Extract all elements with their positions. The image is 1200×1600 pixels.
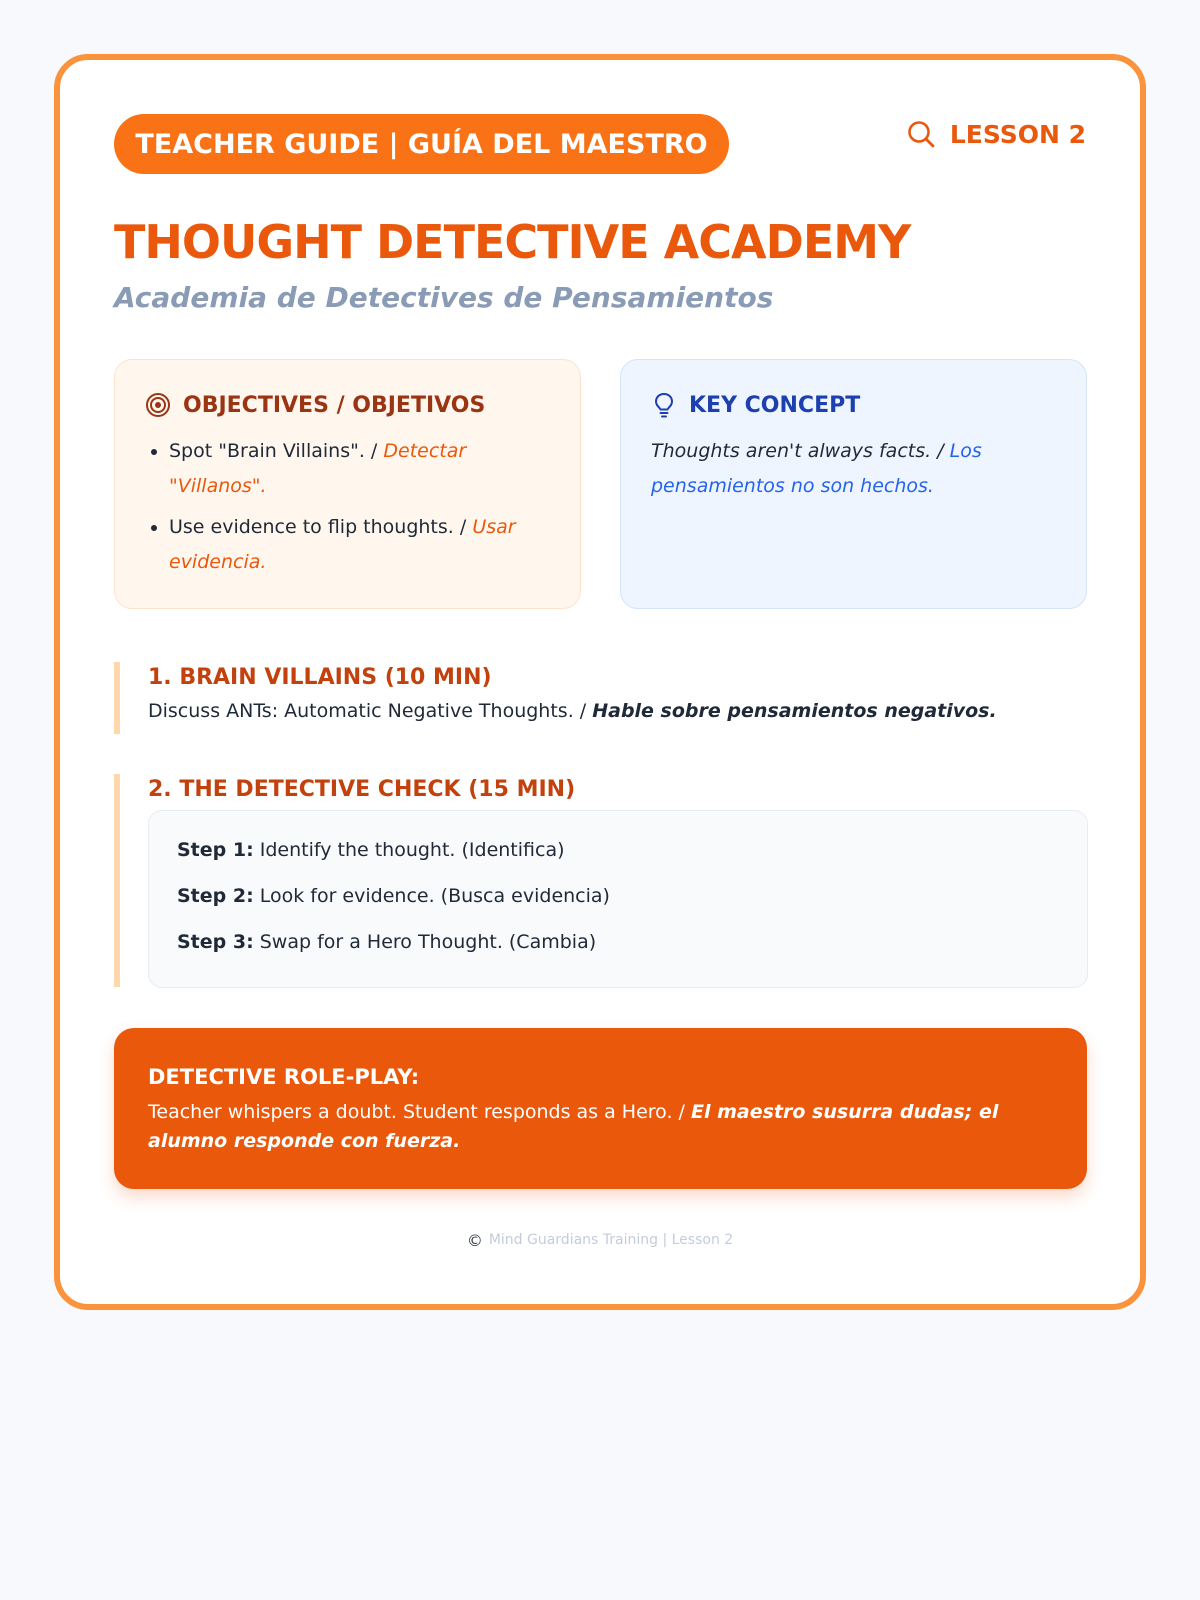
step-item (177, 881, 1087, 927)
section-detective-check (114, 774, 1088, 987)
objectives-box (114, 359, 581, 609)
key-concept-box (620, 359, 1087, 609)
step-label: Step 1: (177, 839, 254, 861)
roleplay-box (114, 1028, 1087, 1189)
key-concept-es: Los pensamientos no son hechos. (651, 440, 982, 497)
objectives-list (145, 434, 552, 580)
objectives-heading-label: OBJECTIVES / OBJETIVOS (183, 392, 486, 418)
section-title: 2. THE DETECTIVE CHECK (15 MIN) (148, 777, 576, 802)
objective-item (169, 510, 552, 580)
page-subtitle: Academia de Detectives de Pensamientos (114, 281, 774, 314)
objective-es: Detectar "Villanos". (169, 440, 467, 497)
key-concept-heading (651, 390, 1058, 420)
section-text-es: Hable sobre pensamientos negativos. (592, 700, 997, 722)
copyright-icon: © (466, 1230, 483, 1250)
objective-en: Use evidence to flip thoughts. / (169, 516, 473, 538)
key-concept-heading-label: KEY CONCEPT (689, 392, 861, 418)
section-brain-villains (114, 662, 1088, 734)
step-item (177, 927, 1087, 973)
target-icon (145, 392, 171, 418)
key-concept-en: Thoughts aren't always facts. / (651, 440, 950, 462)
steps-box (148, 810, 1088, 988)
section-title: 1. BRAIN VILLAINS (10 MIN) (148, 665, 492, 690)
roleplay-heading: DETECTIVE ROLE-PLAY: (148, 1065, 420, 1089)
teacher-guide-badge (114, 114, 729, 174)
roleplay-en: Teacher whispers a doubt. Student responds as a Hero. / (148, 1101, 691, 1123)
badge-label: TEACHER GUIDE | GUÍA DEL MAESTRO (135, 128, 708, 160)
page-title: THOUGHT DETECTIVE ACADEMY (114, 215, 911, 269)
search-icon (906, 119, 936, 149)
objective-es: Usar evidencia. (169, 516, 516, 573)
footer-text: Mind Guardians Training | Lesson 2 (488, 1232, 734, 1248)
objectives-heading (145, 390, 552, 420)
lesson-indicator (912, 116, 1086, 152)
objective-en: Spot "Brain Villains". / (169, 440, 384, 462)
step-text: Swap for a Hero Thought. (Cambia) (253, 931, 597, 953)
footer (300, 1228, 900, 1252)
roleplay-text (148, 1098, 1057, 1156)
step-text: Identify the thought. (Identifica) (253, 839, 565, 861)
step-label: Step 3: (177, 931, 254, 953)
section-text (148, 694, 1088, 728)
objective-item (169, 434, 552, 504)
key-concept-text (651, 434, 1058, 504)
roleplay-es: El maestro susurra dudas; el alumno responde con fuerza. (148, 1101, 999, 1152)
step-text: Look for evidence. (Busca evidencia) (253, 885, 610, 907)
lightbulb-icon (651, 391, 677, 419)
section-text-en: Discuss ANTs: Automatic Negative Thoughts. / (148, 700, 593, 722)
step-item (177, 835, 1087, 881)
step-label: Step 2: (177, 885, 254, 907)
lesson-label: LESSON 2 (949, 119, 1086, 149)
